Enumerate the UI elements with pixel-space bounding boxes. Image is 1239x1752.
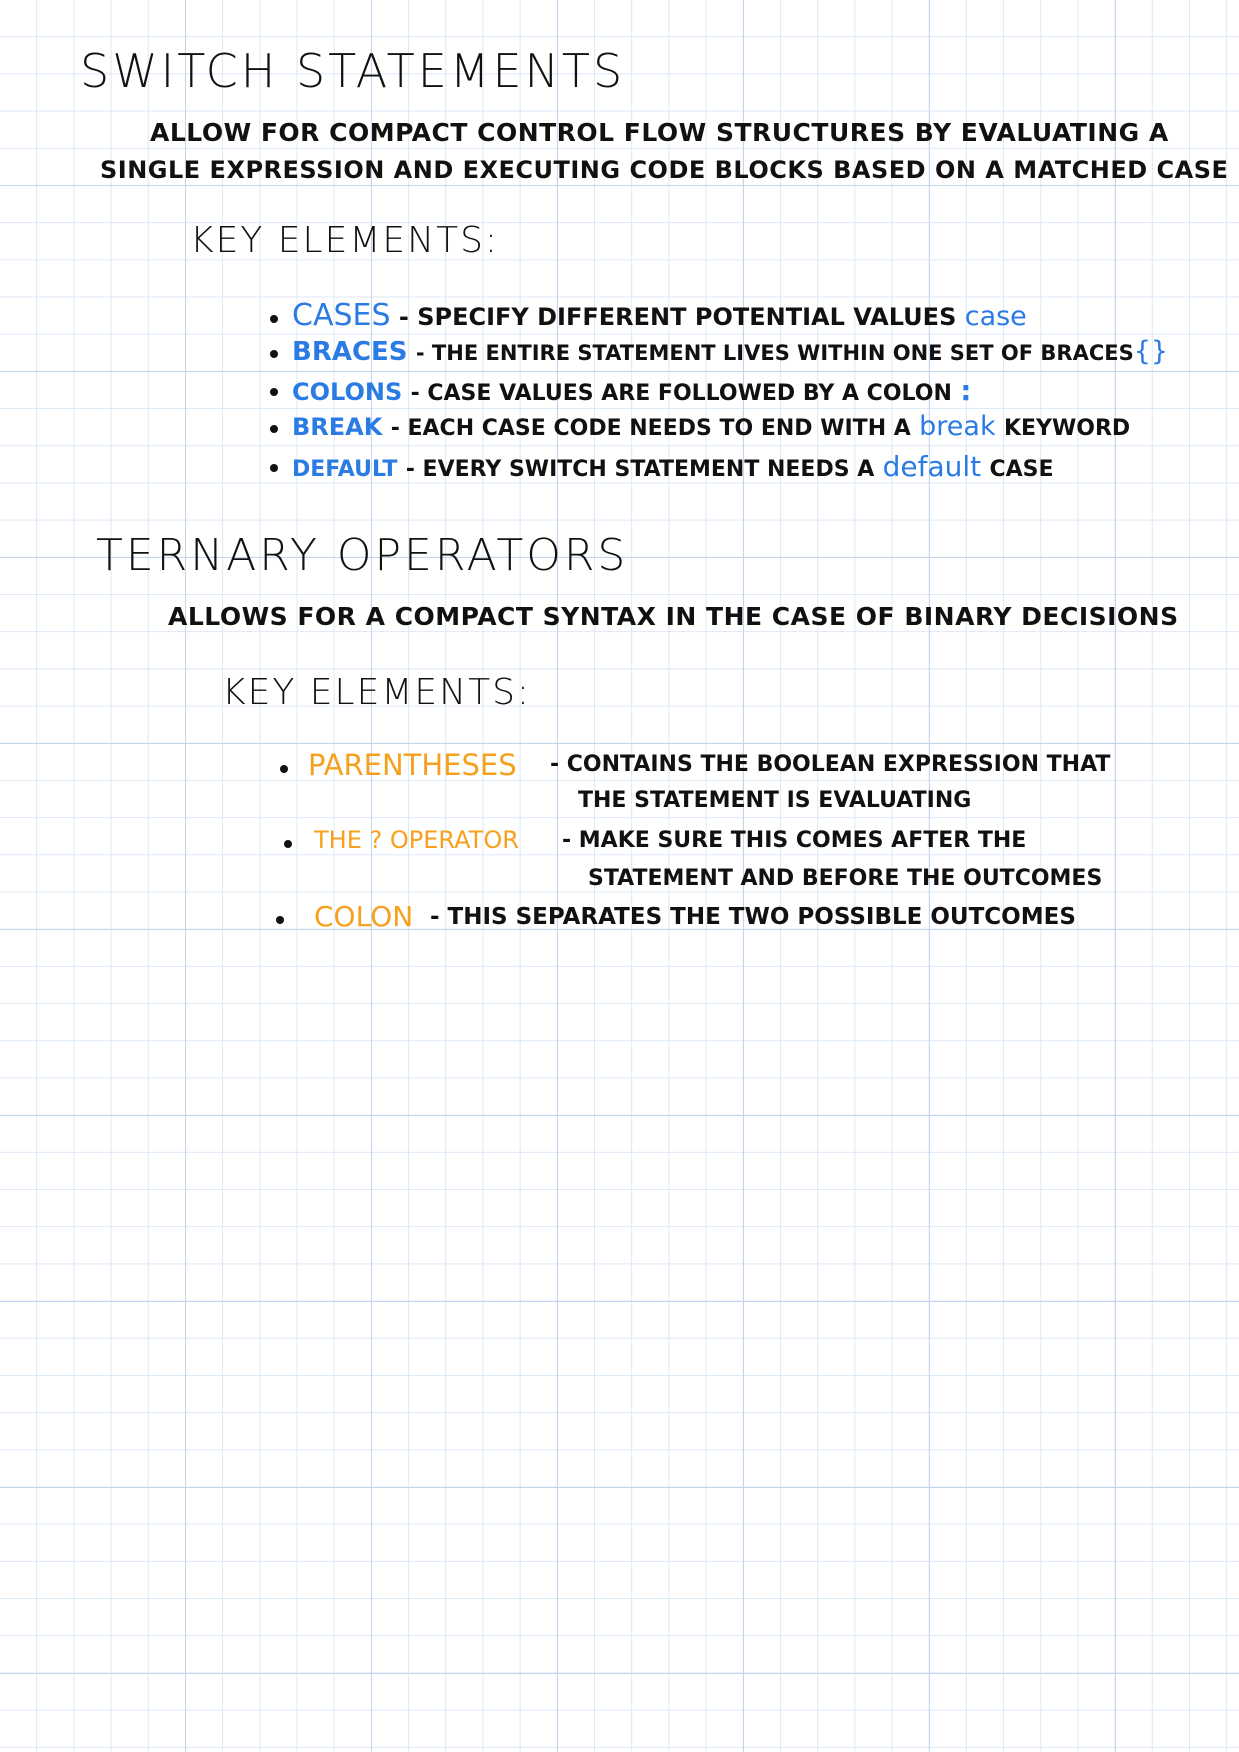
switch-keyword: case bbox=[964, 301, 1027, 332]
switch-item-text: - EACH CASE CODE NEEDS TO END WITH A bbox=[390, 416, 911, 441]
switch-term: COLONS bbox=[292, 378, 403, 406]
switch-desc-line2: SINGLE EXPRESSION AND EXECUTING CODE BLOCKS BASED ON A MATCHED CASE bbox=[100, 156, 1229, 184]
ternary-item-text-cont: THE STATEMENT IS EVALUATING bbox=[578, 788, 972, 813]
bullet-dot bbox=[284, 840, 292, 848]
ternary-term: COLON bbox=[314, 900, 414, 933]
switch-desc-line1: ALLOW FOR COMPACT CONTROL FLOW STRUCTURES BY EVALUATING A bbox=[150, 118, 1169, 147]
switch-item-text: - CASE VALUES ARE FOLLOWED BY A COLON bbox=[410, 381, 952, 406]
switch-keyword: : bbox=[960, 374, 972, 407]
switch-item-text: - THE ENTIRE STATEMENT LIVES WITHIN ONE SET OF BRACES bbox=[415, 341, 1134, 365]
bullet-dot bbox=[270, 388, 278, 396]
bullet-dot bbox=[276, 916, 284, 924]
bullet-dot bbox=[270, 350, 278, 358]
ternary-item-text: - CONTAINS THE BOOLEAN EXPRESSION THAT bbox=[550, 752, 1111, 777]
bullet-dot bbox=[270, 464, 278, 472]
ternary-term: THE ? OPERATOR bbox=[314, 826, 519, 854]
ternary-item-text-cont: STATEMENT AND BEFORE THE OUTCOMES bbox=[588, 866, 1103, 891]
switch-item-tail: CASE bbox=[989, 457, 1054, 482]
bullet-dot bbox=[270, 315, 278, 323]
switch-item-tail: KEYWORD bbox=[1003, 416, 1131, 441]
switch-term: DEFAULT bbox=[292, 457, 398, 482]
ternary-term: PARENTHESES bbox=[308, 748, 517, 782]
ternary-item-text: - MAKE SURE THIS COMES AFTER THE bbox=[562, 828, 1027, 853]
switch-item-text: - SPECIFY DIFFERENT POTENTIAL VALUES bbox=[398, 303, 957, 331]
switch-keyword: default bbox=[882, 450, 982, 483]
switch-term: CASES bbox=[292, 298, 391, 333]
switch-term: BRACES bbox=[292, 337, 408, 367]
switch-term: BREAK bbox=[292, 413, 383, 441]
ternary-title: TERNARY OPERATORS bbox=[96, 530, 629, 581]
switch-keyword: {} bbox=[1133, 336, 1169, 367]
ternary-item-text: - THIS SEPARATES THE TWO POSSIBLE OUTCOMES bbox=[430, 904, 1076, 930]
ternary-desc: ALLOWS FOR A COMPACT SYNTAX IN THE CASE OF BINARY DECISIONS bbox=[168, 602, 1179, 631]
switch-item-text: - EVERY SWITCH STATEMENT NEEDS A bbox=[405, 457, 875, 482]
switch-key-elements: KEY ELEMENTS: bbox=[190, 220, 500, 261]
switch-title: SWITCH STATEMENTS bbox=[80, 44, 626, 98]
ternary-key-elements: KEY ELEMENTS: bbox=[222, 672, 532, 713]
bullet-dot bbox=[270, 425, 278, 433]
bullet-dot bbox=[280, 765, 288, 773]
switch-keyword: break bbox=[919, 411, 996, 442]
